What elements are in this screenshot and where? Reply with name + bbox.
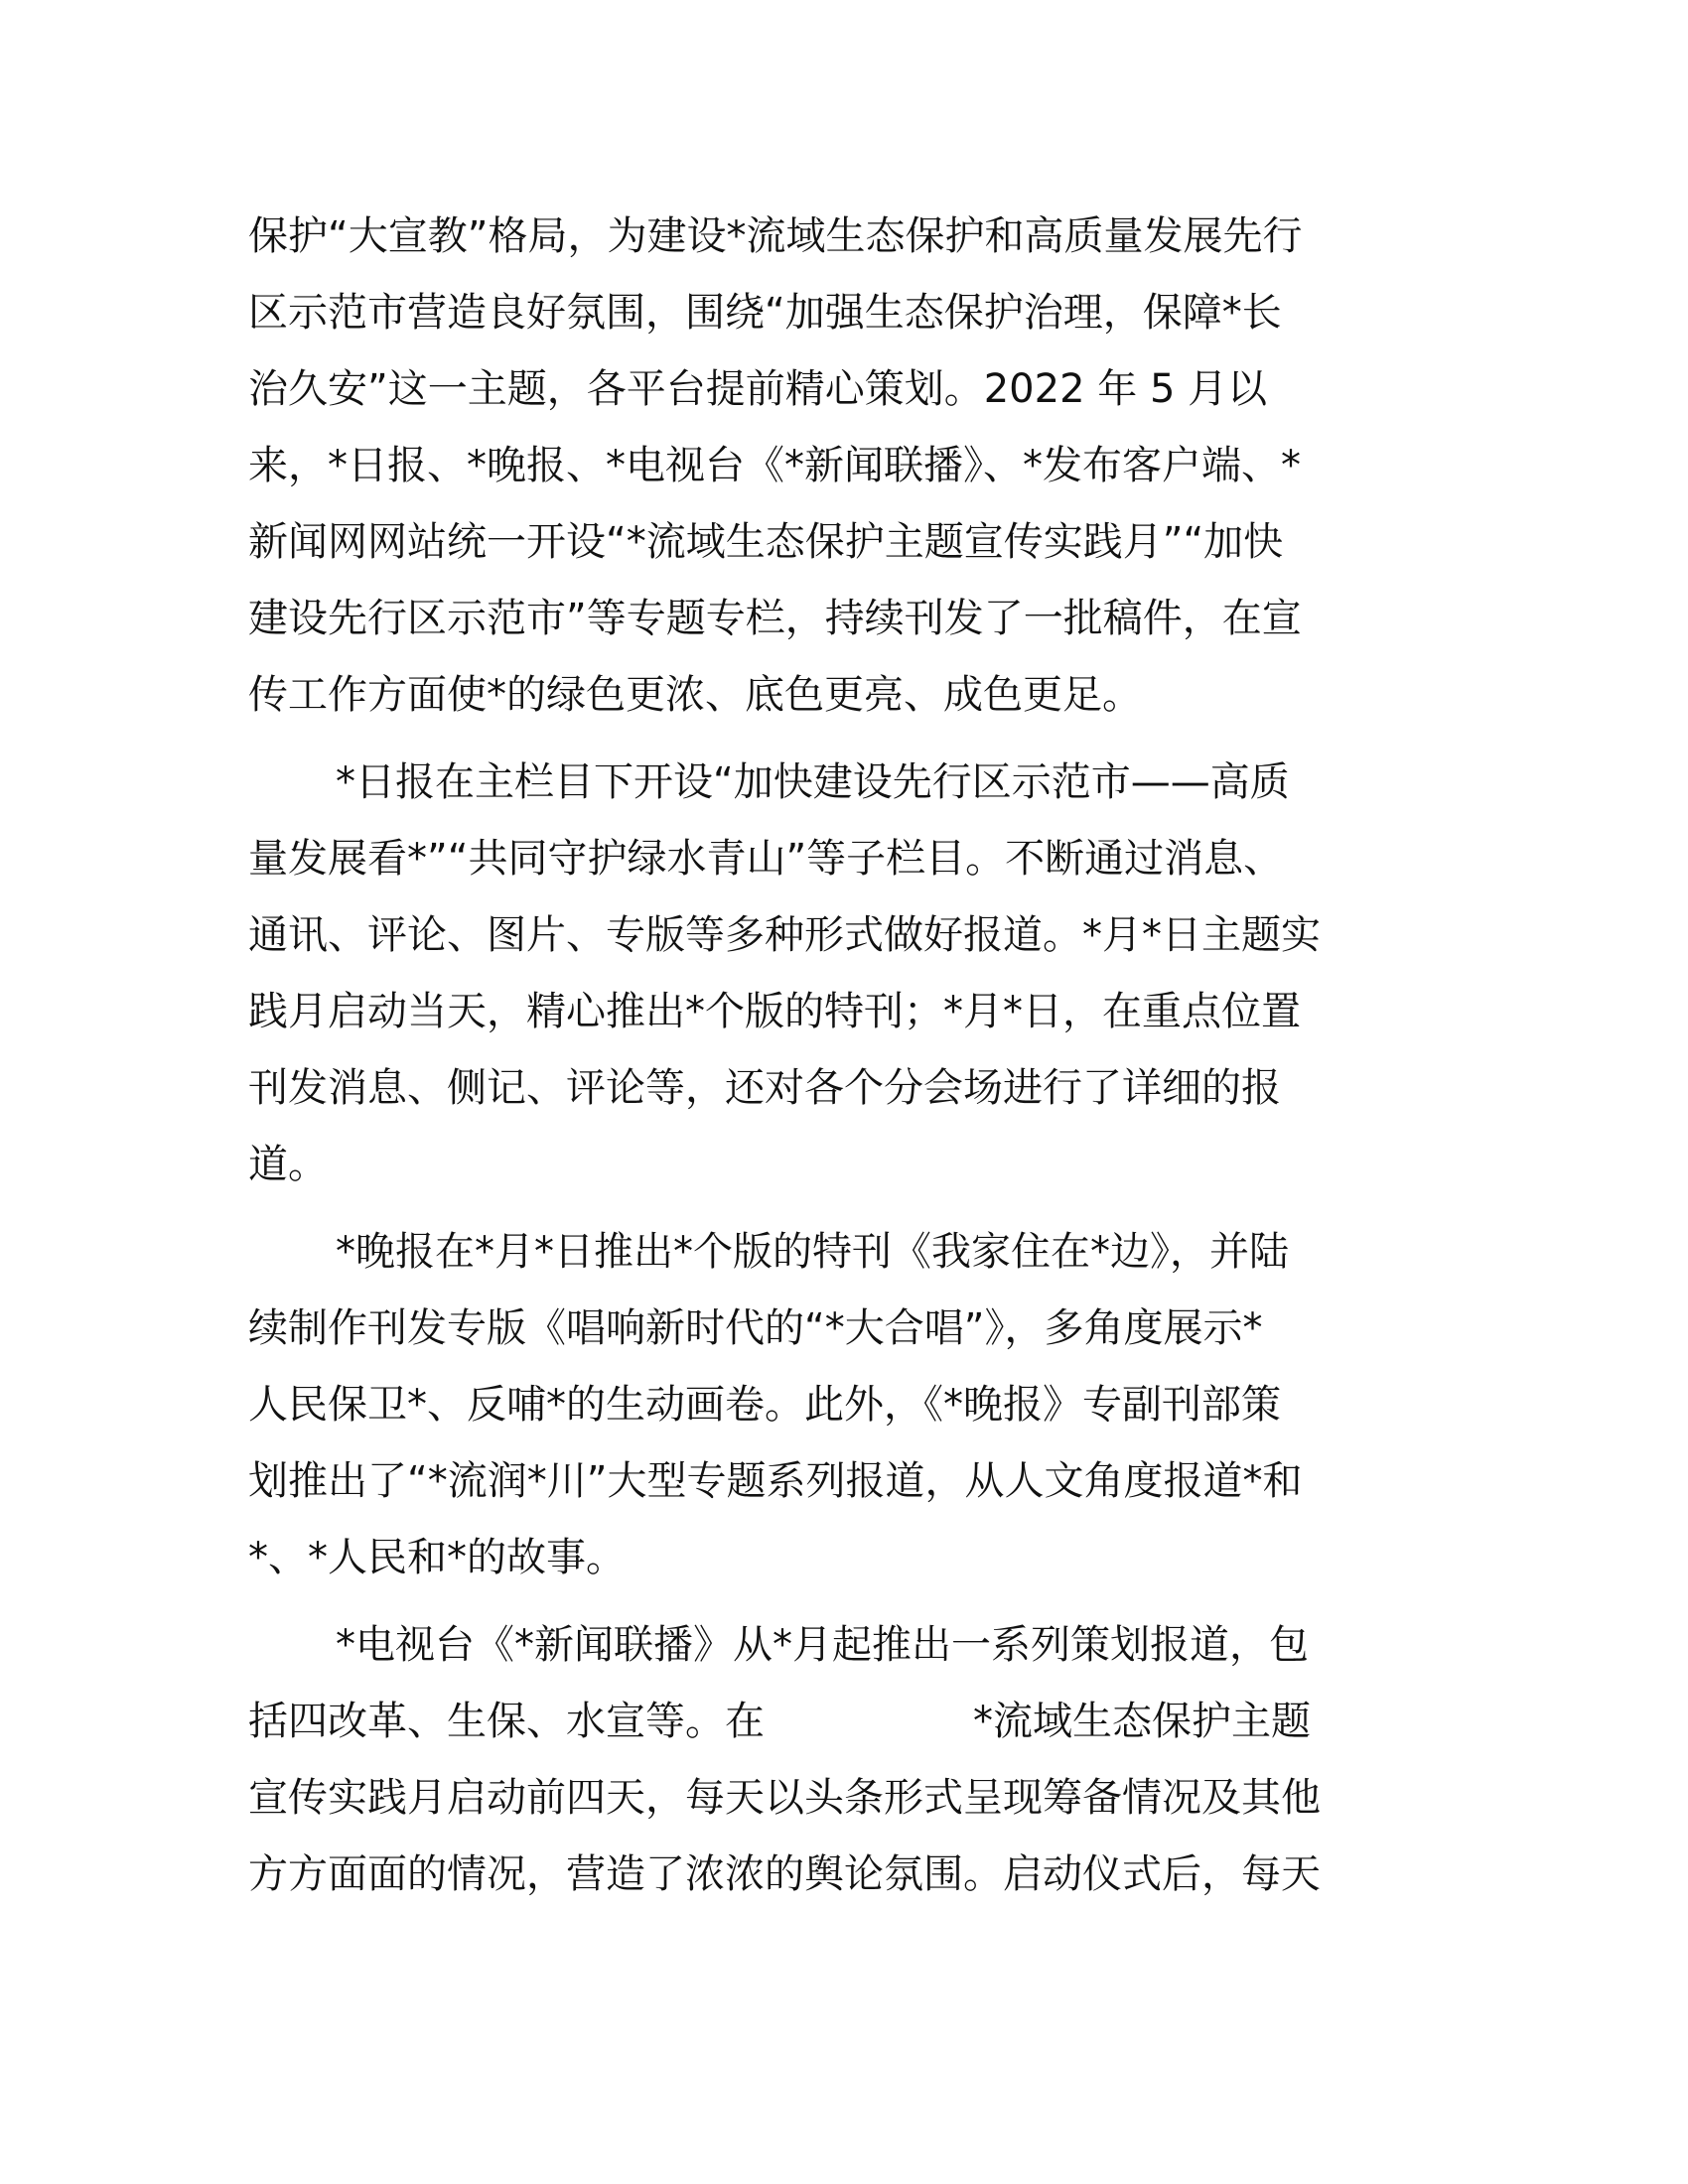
- paragraph-4: [248, 1607, 1440, 1913]
- text-line: 方方面面的情况，营造了浓浓的舆论氛围。启动仪式后，每天: [248, 1851, 1321, 1897]
- text-line-split: [248, 1684, 1440, 1760]
- paragraph-3: [248, 1214, 1440, 1596]
- paragraph-2: [248, 745, 1440, 1203]
- document-body: [248, 199, 1440, 1913]
- text-line: 通讯、评论、图片、专版等多种形式做好报道。*月*日主题实: [248, 912, 1321, 958]
- text-line: 区示范市营造良好氛围，围绕“加强生态保护治理，保障*长: [248, 290, 1282, 336]
- text-line: 道。: [248, 1142, 328, 1187]
- text-line: *日报在主栏目下开设“加快建设先行区示范市——高质: [336, 759, 1290, 805]
- text-line: 刊发消息、侧记、评论等，还对各个分会场进行了详细的报: [248, 1065, 1281, 1111]
- text-line: 量发展看*”“共同守护绿水青山”等子栏目。不断通过消息、: [248, 836, 1284, 882]
- text-line: 划推出了“*流润*川”大型专题系列报道，从人文角度报道*和: [248, 1458, 1303, 1504]
- text-line: 践月启动当天，精心推出*个版的特刊；*月*日，在重点位置: [248, 989, 1301, 1034]
- text-line: 新闻网网站统一开设“*流域生态保护主题宣传实践月”“加快: [248, 519, 1284, 565]
- text-segment: 括四改革、生保、水宣等。在: [248, 1699, 765, 1744]
- text-line: 治久安”这一主题，各平台提前精心策划。2022 年 5 月以: [248, 366, 1268, 412]
- text-line: 宣传实践月启动前四天，每天以头条形式呈现筹备情况及其他: [248, 1775, 1321, 1821]
- text-line: *、*人民和*的故事。: [248, 1535, 626, 1580]
- text-line: 来，*日报、*晚报、*电视台《*新闻联播》、*发布客户端、*: [248, 443, 1301, 488]
- text-line: 续制作刊发专版《唱响新时代的“*大合唱”》，多角度展示*: [248, 1305, 1263, 1351]
- text-line: 建设先行区示范市”等专题专栏，持续刊发了一批稿件，在宣: [248, 596, 1302, 641]
- text-segment: *流域生态保护主题: [973, 1699, 1311, 1744]
- text-line: 人民保卫*、反哺*的生动画卷。此外，《*晚报》专副刊部策: [248, 1382, 1281, 1428]
- text-line: *晚报在*月*日推出*个版的特刊《我家住在*边》，并陆: [336, 1229, 1289, 1275]
- paragraph-1: [248, 199, 1440, 734]
- text-line: 保护“大宣教”格局，为建设*流域生态保护和高质量发展先行: [248, 213, 1303, 259]
- text-line: *电视台《*新闻联播》从*月起推出一系列策划报道，包: [336, 1622, 1309, 1668]
- text-line: 传工作方面使*的绿色更浓、底色更亮、成色更足。: [248, 672, 1142, 718]
